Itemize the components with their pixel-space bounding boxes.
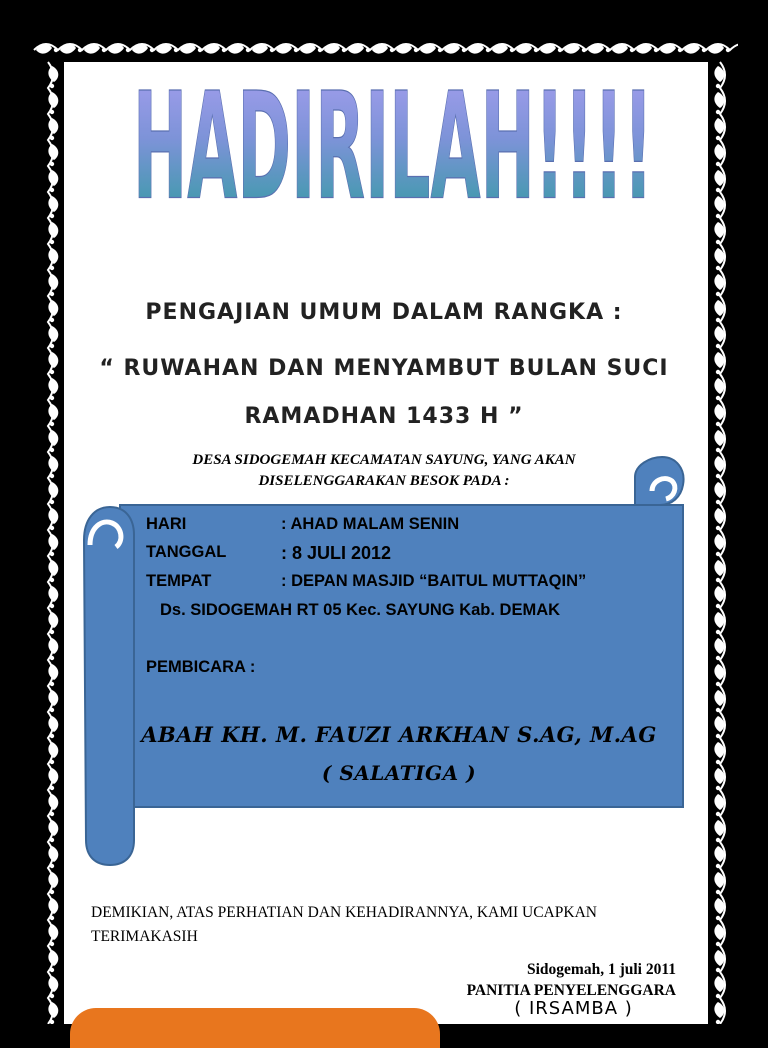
- signature-committee: PANITIA PENYELENGGARA: [466, 982, 676, 999]
- headline-text: HADIRILAH!!!!: [133, 70, 654, 233]
- date-label: TANGGAL: [146, 543, 227, 561]
- signature-organization: ( IRSAMBA ): [514, 998, 633, 1019]
- signature-place-date: Sidogemah, 1 juli 2011: [527, 961, 676, 978]
- day-label: HARI: [146, 515, 187, 533]
- date-value: : 8 JULI 2012: [281, 543, 392, 563]
- speaker-name: ABAH KH. M. FAUZI ARKHAN S.AG, M.AG: [141, 722, 657, 747]
- address-line: Ds. SIDOGEMAH RT 05 Kec. SAYUNG Kab. DEMAK: [160, 601, 561, 619]
- speaker-label: PEMBICARA :: [146, 658, 256, 676]
- orange-banner: [70, 1008, 440, 1048]
- place-value: : DEPAN MASJID “BAITUL MUTTAQIN”: [281, 572, 587, 590]
- subhead-line-3: RAMADHAN 1433 H ”: [244, 404, 524, 429]
- subhead-line-2: “ RUWAHAN DAN MENYAMBUT BULAN SUCI: [99, 356, 669, 381]
- headline-wordart: [125, 70, 665, 270]
- subhead-line-1: PENGAJIAN UMUM DALAM RANGKA :: [145, 300, 623, 325]
- day-value: : AHAD MALAM SENIN: [281, 515, 460, 533]
- intro-line-2: DISELENGGARAKAN BESOK PADA :: [258, 473, 510, 489]
- closing-line-2: TERIMAKASIH: [91, 928, 198, 945]
- intro-line-1: DESA SIDOGEMAH KECAMATAN SAYUNG, YANG AKAN: [192, 452, 576, 468]
- closing-line-1: DEMIKIAN, ATAS PERHATIAN DAN KEHADIRANNYA, KAMI UCAPKAN: [91, 904, 597, 921]
- place-label: TEMPAT: [146, 572, 212, 590]
- speaker-city: ( SALATIGA ): [321, 761, 477, 785]
